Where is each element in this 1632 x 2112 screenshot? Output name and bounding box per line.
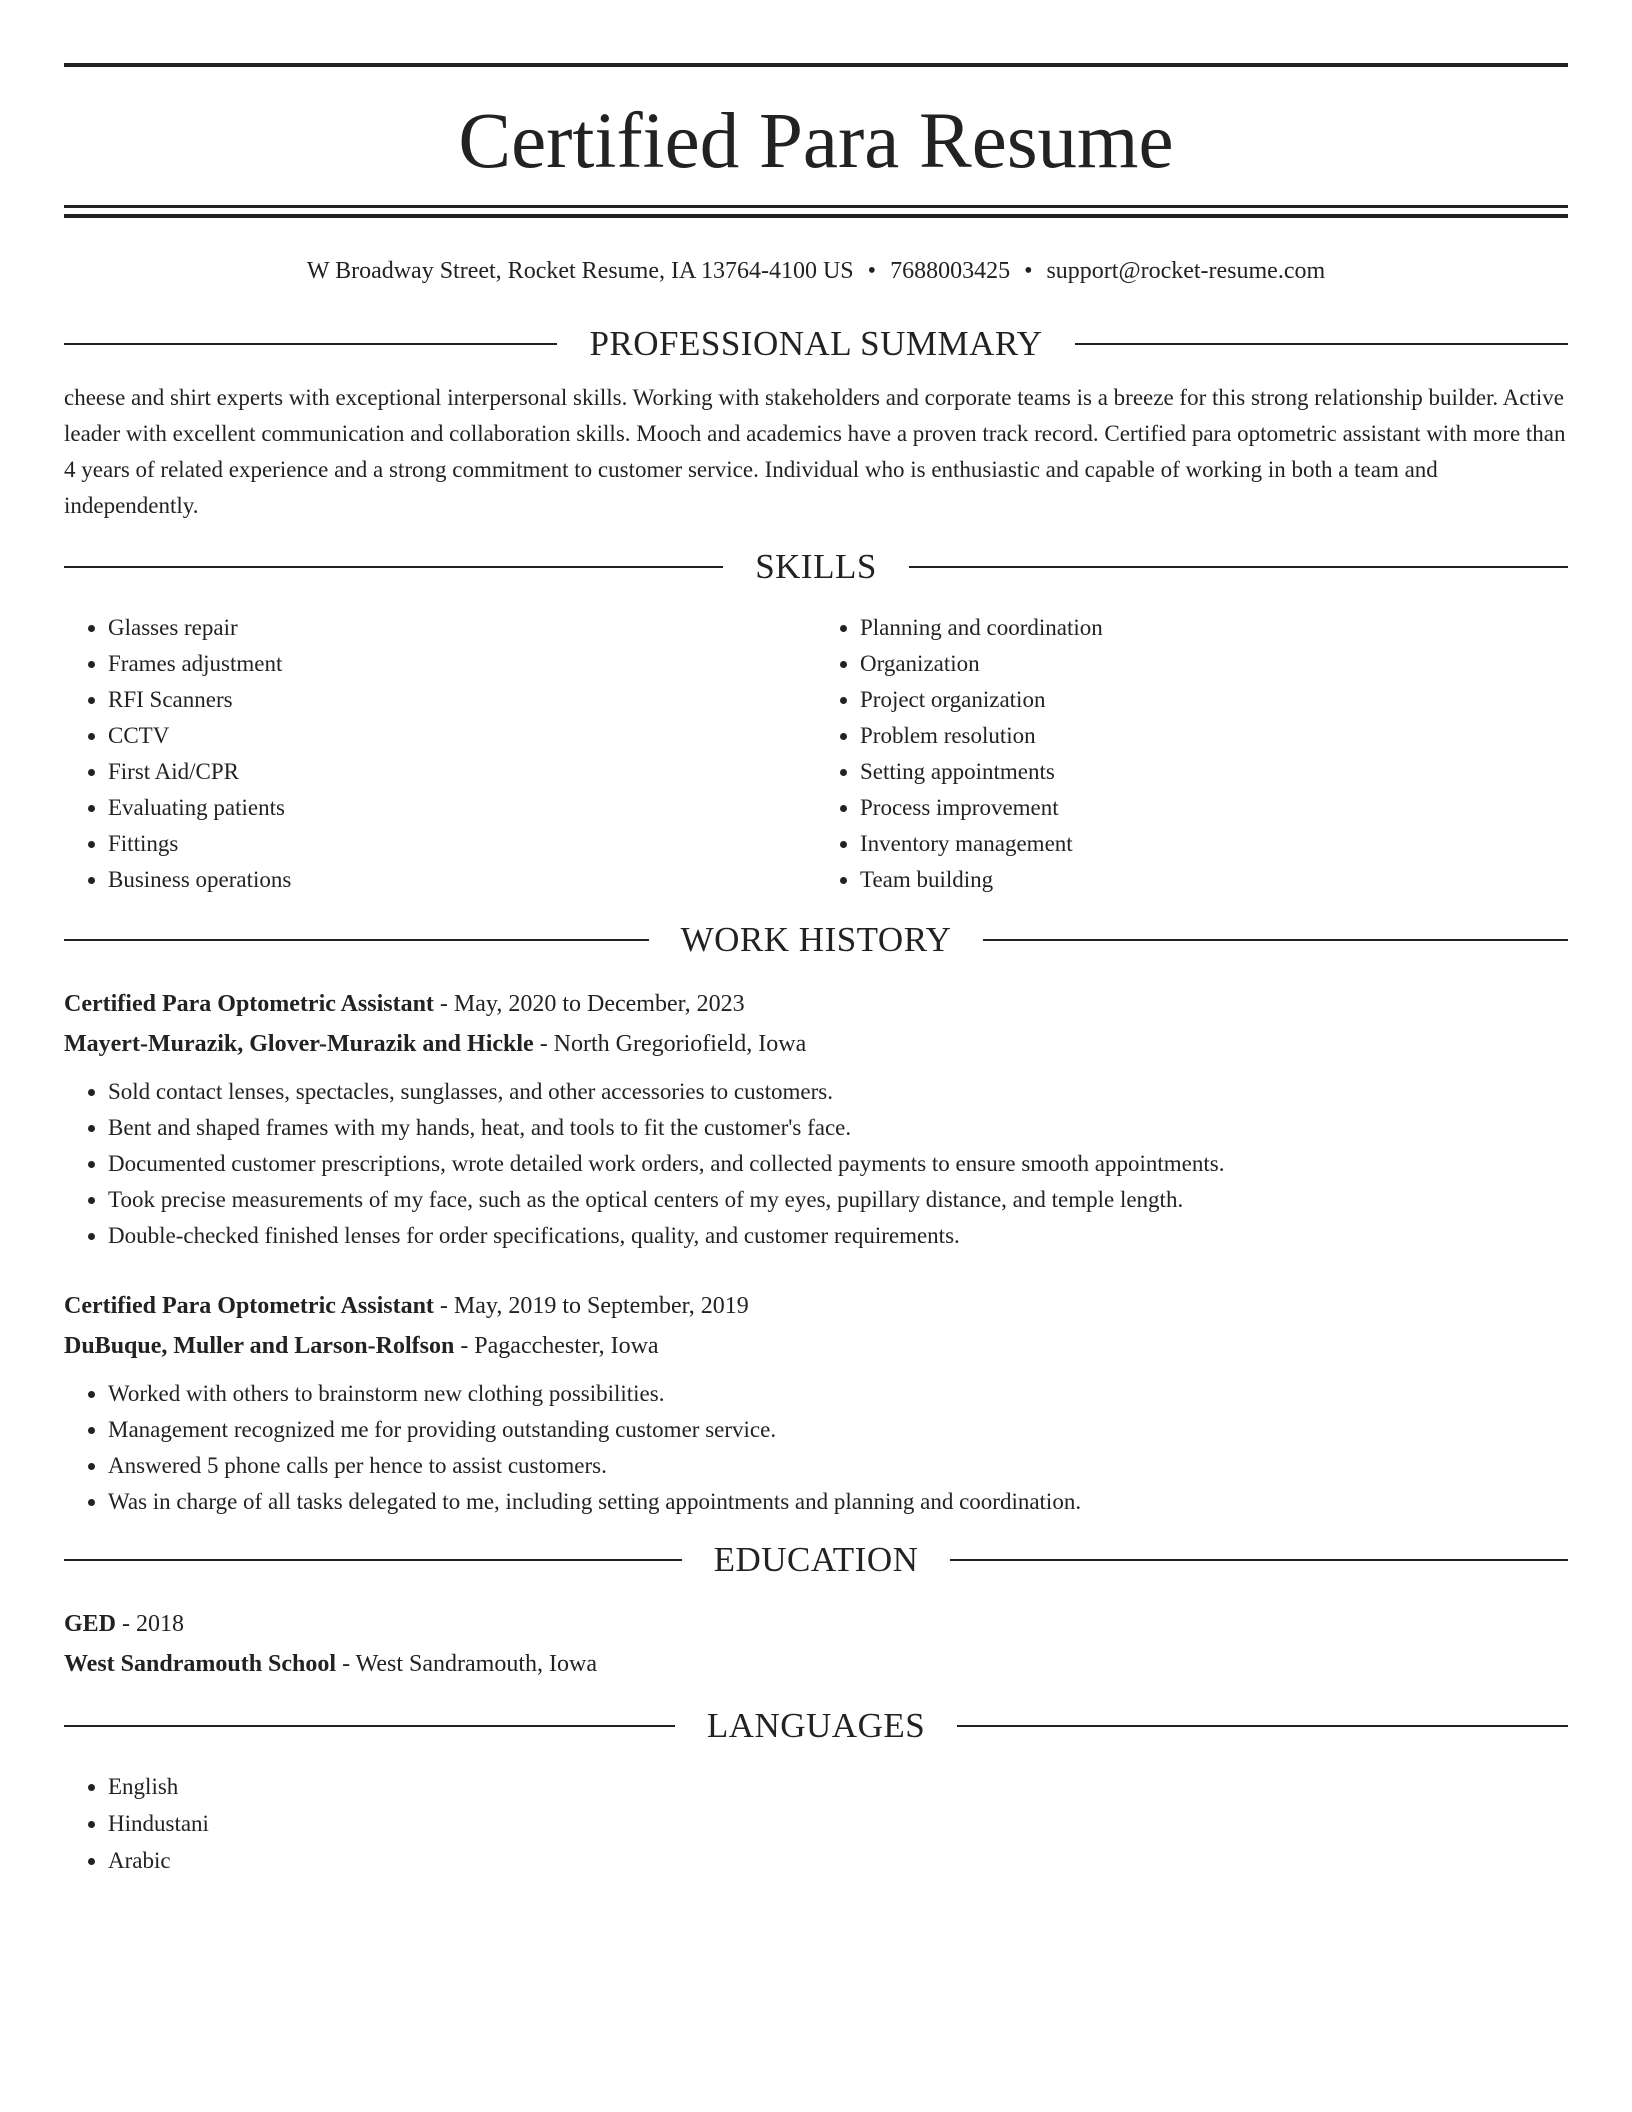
list-item: • Fittings [108,826,816,862]
list-item: • First Aid/CPR [108,754,816,790]
job-title: Certified Para Optometric Assistant [64,1293,434,1319]
education-school: West Sandramouth School [64,1651,337,1677]
list-item: • Problem resolution [860,718,1568,754]
list-item: • Worked with others to brainstorm new clothing possibilities. [108,1376,1568,1412]
education-school-line [64,1644,1568,1684]
list-item: • Management recognized me for providing outstanding customer service. [108,1412,1568,1448]
section-title: LANGUAGES [706,1706,926,1745]
contact-separator: • [867,258,877,284]
skills-column-right [816,610,1568,898]
section-title: PROFESSIONAL SUMMARY [589,324,1043,363]
section-heading-education [64,1540,1568,1580]
list-item: • Setting appointments [860,754,1568,790]
header-top-rule [64,63,1568,67]
section-title: SKILLS [755,547,877,586]
list-item: • Team building [860,862,1568,898]
job-title-line [64,1286,1568,1326]
section-heading-languages [64,1706,1568,1746]
list-item: • Business operations [108,862,816,898]
job-title: Certified Para Optometric Assistant [64,991,434,1017]
job-dates: - May, 2020 to December, 2023 [433,991,745,1017]
list-item: • CCTV [108,718,816,754]
list-item: • Answered 5 phone calls per hence to assist customers. [108,1448,1568,1484]
list-item: • Planning and coordination [860,610,1568,646]
section-heading-summary [64,324,1568,364]
job-bullets [64,1376,1568,1520]
section-title: WORK HISTORY [680,920,952,959]
job-bullets [64,1074,1568,1254]
job-entry [64,1286,1568,1520]
education-location: - West Sandramouth, Iowa [336,1651,597,1677]
education-year: - 2018 [116,1611,185,1637]
contact-line [64,256,1568,286]
job-location: - North Gregoriofield, Iowa [533,1031,807,1057]
job-title-line [64,984,1568,1024]
list-item: • Bent and shaped frames with my hands, heat, and tools to fit the customer's face. [108,1110,1568,1146]
list-item: • Project organization [860,682,1568,718]
contact-email: support@rocket-resume.com [1046,258,1326,284]
job-company: Mayert-Murazik, Glover-Murazik and Hickle [64,1031,534,1057]
list-item: • Sold contact lenses, spectacles, sunglasses, and other accessories to customers. [108,1074,1568,1110]
education-degree: GED [64,1611,117,1637]
education-degree-line [64,1604,1568,1644]
header-double-rule [64,205,1568,218]
job-company-line [64,1326,1568,1366]
contact-separator: • [1024,258,1033,284]
job-entry [64,984,1568,1254]
list-item: • Documented customer prescriptions, wrote detailed work orders, and collected payments to ensure smooth appointments. [108,1146,1568,1182]
summary-text: cheese and shirt experts with exceptional interpersonal skills. Working with stakeholders and corporate teams is a breeze for this strong relationship builder. Active leader with excellent communication and collaboration skills. Mooch and academics have a proven track record. Certified para optometric assistant with more than 4 years of related experience and a strong commitment to customer service. Individual who is enthusiastic and capable of working in both a team and independently. [64,385,1566,518]
section-title: EDUCATION [713,1540,919,1579]
section-heading-skills [64,547,1568,587]
languages-list [64,1768,1568,1879]
list-item: • Inventory management [860,826,1568,862]
job-location: - Pagacchester, Iowa [454,1333,659,1359]
resume-name: Certified Para Resume [458,98,1174,185]
skills-list [64,610,1568,898]
list-item: • Arabic [108,1842,1568,1879]
skills-column-left [64,610,816,898]
education-entry [64,1604,1568,1684]
job-company-line [64,1024,1568,1064]
list-item: • Glasses repair [108,610,816,646]
job-dates: - May, 2019 to September, 2019 [433,1293,749,1319]
contact-address: W Broadway Street, Rocket Resume, IA 13764-4100 US [306,258,854,284]
list-item: • Process improvement [860,790,1568,826]
list-item: • Organization [860,646,1568,682]
list-item: • Hindustani [108,1805,1568,1842]
list-item: • Took precise measurements of my face, such as the optical centers of my eyes, pupillary distance, and temple length. [108,1182,1568,1218]
list-item: • Was in charge of all tasks delegated to me, including setting appointments and planning and coordination. [108,1484,1568,1520]
list-item: • Frames adjustment [108,646,816,682]
job-company: DuBuque, Muller and Larson-Rolfson [64,1333,455,1359]
list-item: • English [108,1768,1568,1805]
contact-phone: 7688003425 [890,258,1011,284]
list-item: • RFI Scanners [108,682,816,718]
section-heading-work-history [64,920,1568,960]
list-item: • Evaluating patients [108,790,816,826]
list-item: • Double-checked finished lenses for order specifications, quality, and customer requirements. [108,1218,1568,1254]
